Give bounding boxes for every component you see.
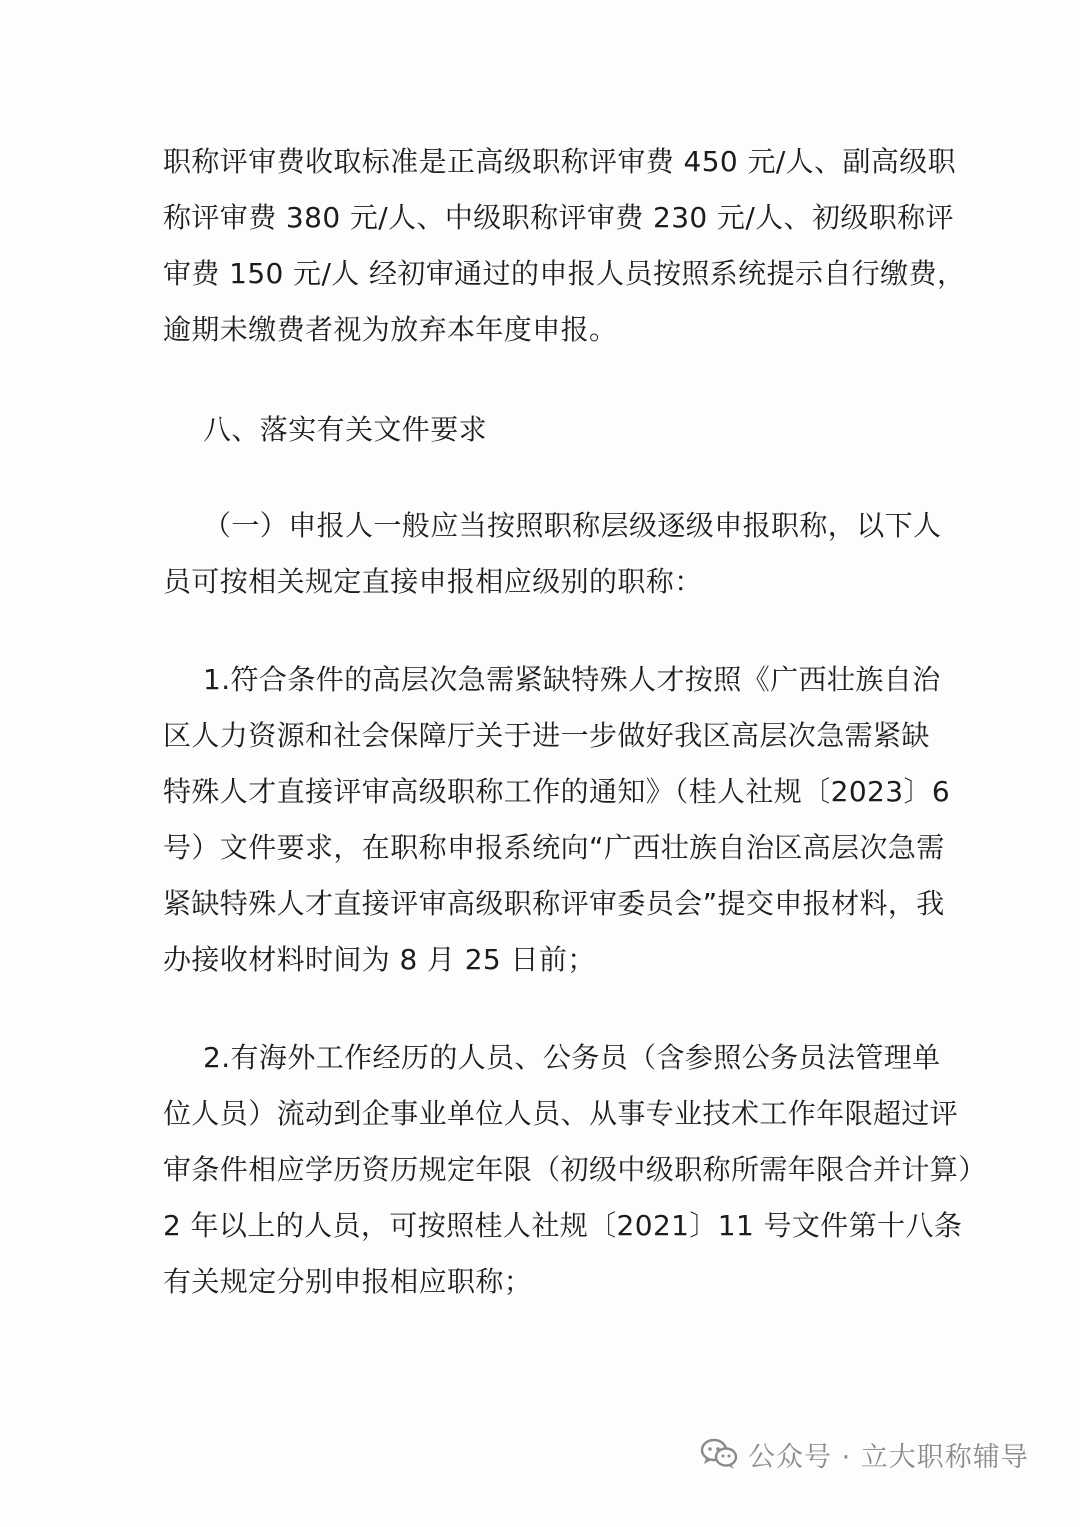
text-line: 号）文件要求，在职称申报系统向“广西壮族自治区高层次急需 bbox=[163, 831, 945, 864]
text-line: （一）申报人一般应当按照职称层级逐级申报职称，以下人 bbox=[203, 509, 942, 542]
heading-text: 八、落实有关文件要求 bbox=[203, 413, 488, 446]
text-line: 职称评审费收取标准是正高级职称评审费 450 元/人、副高级职 bbox=[163, 145, 957, 178]
watermark bbox=[700, 1434, 1029, 1474]
paragraph-fee-standard bbox=[163, 134, 966, 358]
text-line: 区人力资源和社会保障厅关于进一步做好我区高层次急需紧缺 bbox=[163, 719, 930, 752]
paragraph-item-2 bbox=[163, 1030, 987, 1310]
text-line: 有关规定分别申报相应职称； bbox=[163, 1265, 533, 1298]
watermark-text: 公众号 · 立大职称辅导 bbox=[748, 1441, 1029, 1473]
text-line: 审费 150 元/人 经初审通过的申报人员按照系统提示自行缴费， bbox=[163, 257, 966, 290]
text-line: 位人员）流动到企事业单位人员、从事专业技术工作年限超过评 bbox=[163, 1097, 959, 1130]
text-line: 审条件相应学历资历规定年限（初级中级职称所需年限合并计算） bbox=[163, 1153, 987, 1186]
wechat-icon bbox=[700, 1438, 738, 1470]
text-line: 2 年以上的人员，可按照桂人社规〔2021〕11 号文件第十八条 bbox=[163, 1209, 963, 1242]
text-line: 员可按相关规定直接申报相应级别的职称： bbox=[163, 565, 703, 598]
paragraph-item-1 bbox=[163, 652, 951, 988]
paragraph-sub-1 bbox=[163, 498, 942, 610]
text-line: 办接收材料时间为 8 月 25 日前； bbox=[163, 943, 596, 976]
text-line: 称评审费 380 元/人、中级职称评审费 230 元/人、初级职称评 bbox=[163, 201, 954, 234]
section-heading-8 bbox=[163, 402, 933, 458]
text-line: 紧缺特殊人才直接评审高级职称评审委员会”提交申报材料，我 bbox=[163, 887, 945, 920]
text-line: 特殊人才直接评审高级职称工作的通知》（桂人社规〔2023〕6 bbox=[163, 775, 951, 808]
text-line: 逾期未缴费者视为放弃本年度申报。 bbox=[163, 313, 618, 346]
text-line: 1.符合条件的高层次急需紧缺特殊人才按照《广西壮族自治 bbox=[203, 663, 941, 696]
text-line: 2.有海外工作经历的人员、公务员（含参照公务员法管理单 bbox=[203, 1041, 941, 1074]
